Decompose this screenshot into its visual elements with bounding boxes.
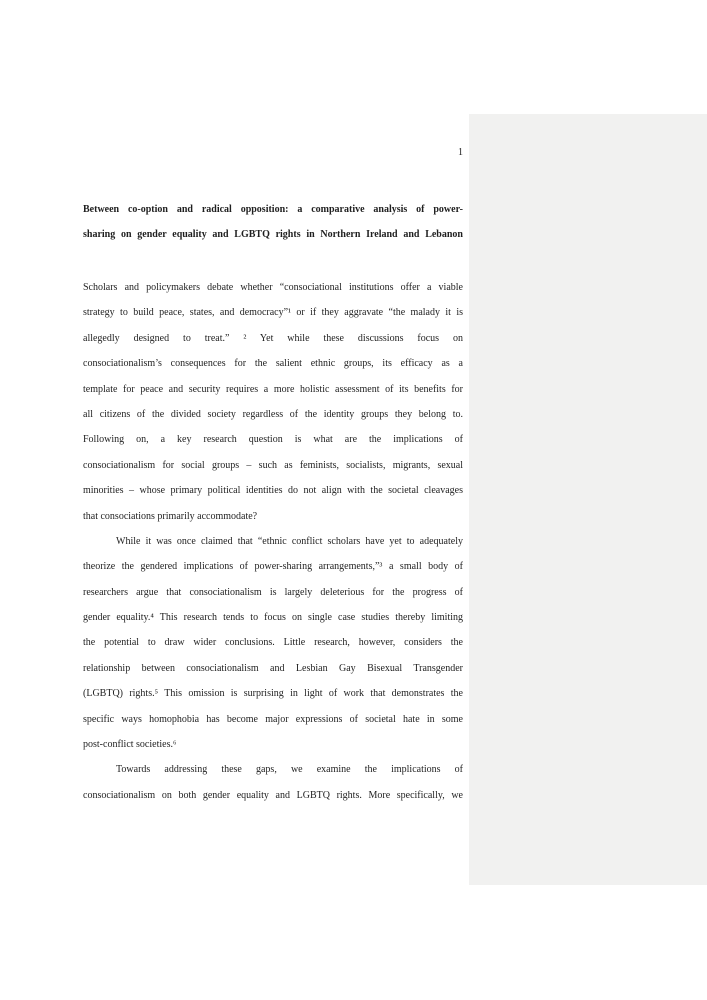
body-line: that consociations primarily accommodate? (83, 510, 258, 522)
body-line: all citizens of the divided society regardless of the identity groups they belong to. (83, 408, 463, 420)
body-line: Towards addressing these gaps, we examine the implications of (116, 764, 463, 776)
side-panel (469, 114, 707, 885)
body-line: theorize the gendered implications of power-sharing arrangements,”³ a small body of (83, 561, 463, 573)
body-line: Scholars and policymakers debate whether “consociational institutions offer a viable (83, 282, 463, 293)
body-line: relationship between consociationalism and Lesbian Gay Bisexual Transgender (83, 662, 463, 674)
paper-title (83, 197, 463, 248)
title-line: Between co-option and radical opposition: a comparative analysis of power- (83, 204, 463, 215)
body-line: allegedly designed to treat.” ² Yet while these discussions focus on (83, 332, 463, 344)
page-number: 1 (458, 147, 463, 158)
body-line: specific ways homophobia has become major expressions of societal hate in some (83, 713, 463, 725)
title-line: sharing on gender equality and LGBTQ rights in Northern Ireland and Lebanon (83, 229, 463, 241)
paper-body (83, 275, 463, 808)
body-line: the potential to draw wider conclusions. Little research, however, considers the (83, 637, 463, 649)
body-line: consociationalism on both gender equality and LGBTQ rights. More specifically, we (83, 789, 463, 801)
body-line: researchers argue that consociationalism is largely deleterious for the progress of (83, 586, 463, 598)
body-line: minorities – whose primary political identities do not align with the societal cleavages (83, 485, 463, 497)
body-line: (LGBTQ) rights.⁵ This omission is surprising in light of work that demonstrates the (83, 688, 463, 700)
body-line: gender equality.⁴ This research tends to focus on single case studies thereby limiting (83, 612, 463, 624)
body-line: consociationalism’s consequences for the salient ethnic groups, its efficacy as a (83, 358, 463, 370)
body-line: template for peace and security requires a more holistic assessment of its benefits for (83, 383, 463, 395)
body-line: consociationalism for social groups – such as feminists, socialists, migrants, sexual (83, 459, 463, 471)
body-line: post-conflict societies.⁶ (83, 739, 177, 751)
body-line: Following on, a key research question is what are the implications of (83, 434, 463, 446)
body-line: While it was once claimed that “ethnic conflict scholars have yet to adequately (116, 535, 463, 547)
body-line: strategy to build peace, states, and democracy”¹ or if they aggravate “the malady it is (83, 307, 463, 319)
